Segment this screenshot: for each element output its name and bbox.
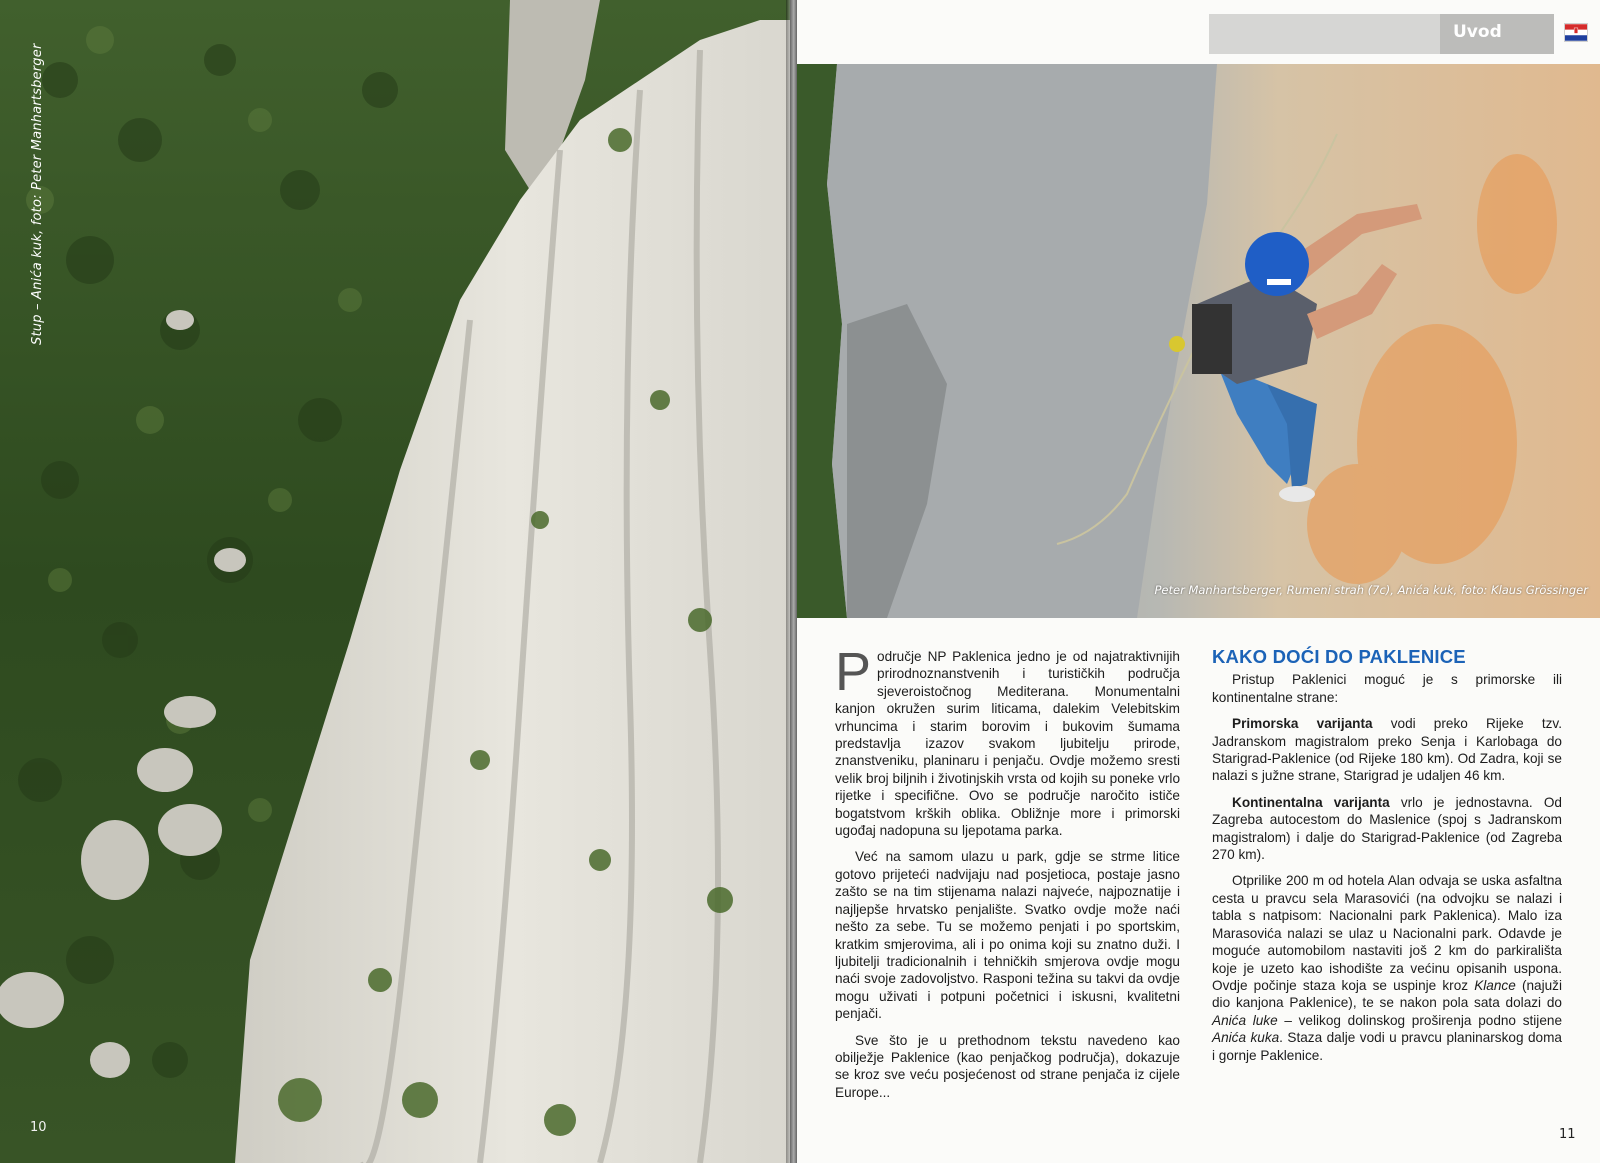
body-paragraph: Već na samom ulazu u park, gdje se strme litice gotovo prijeteći nadvijaju nad posjetioca, postaje jasno zašto se na tim stijenama nalazi najveće, najpoznatije i najljepše hrvatsko penjalište. Svatko ovdje može naći nešto za sebe. Tu se možemo penjati i po sportskim, kratkim smjerovima, ali i po onima koji su znatno duži. I ljubitelji tradicionalnih i tehničkih smjerova ovdje mogu naći svoje zadovoljstvo. Rasponi težina su takvi da ovdje mogu uživati i potpuni početnici i iskusni, kvalitetni penjači. — [835, 849, 1180, 1022]
left-page — [0, 0, 790, 1163]
text-column-1 — [835, 642, 1180, 1110]
croatian-flag-icon — [1564, 23, 1588, 42]
text-column-2 — [1212, 648, 1562, 1073]
body-paragraph: Pristup Paklenici moguć je s primorske ili kontinentalne strane: — [1212, 672, 1562, 705]
body-paragraph: Sve što je u prethodnom tekstu navedeno kao obilježje Paklenice (kao penjačkog područja), dokazuje se kroz sve veću posjećenost od strane penjača iz cijele Europe... — [835, 1032, 1180, 1100]
section-heading: KAKO DOĆI DO PAKLENICE — [1212, 646, 1466, 667]
right-page — [797, 0, 1600, 1163]
climber-photo — [797, 64, 1600, 618]
page-number-left: 10 — [30, 1120, 47, 1135]
right-photo-caption: Peter Manhartsberger, Rumeni strah (7c), Anića kuk, foto: Klaus Grössinger — [1154, 583, 1588, 597]
page-number-right: 11 — [1559, 1127, 1576, 1142]
body-paragraph: Kontinentalna varijanta vrlo je jednostavna. Od Zagreba autocestom do Maslenice (spoj s Jadranskom magistralom) i dalje do Starigrad-Paklenice (od Zagreba 270 km). — [1212, 794, 1562, 863]
cliff-photo — [0, 0, 790, 1163]
left-photo-caption: Stup – Anića kuk, foto: Peter Manhartsberger — [30, 43, 45, 345]
body-paragraph: Primorska varijanta vodi preko Rijeke tzv. Jadranskom magistralom preko Senja i Karlobaga do Starigrad-Paklenice (od Rijeke 180 km). Od Zadra, koji se nalazi s južne strane, Starigrad je udaljen 46 km. — [1212, 716, 1562, 784]
intro-paragraph: Područje NP Paklenica jedno je od najatraktivnijih prirodnoznanstvenih i turističkih područja sjeveroistočnog Mediterana. Monumentalni kanjon okružen surim liticama, dalekim Velebitskim vrhuncima i starim borovim i bukovim šumama predstavlja izazov svakom ljubitelju prirode, znanstveniku, planinaru i penjaču. Ovdje možemo sresti velik broj biljnih i životinjskih vrsta od kojih su poneke vrlo rijetke i specifične. Ovo se područje naročito ističe bogatstvom krških oblika. Obližnje more i primorski ugođaj nadopuna su ljepotama parka. — [835, 642, 1180, 839]
section-title: Uvod — [1453, 22, 1502, 42]
body-paragraph: Otprilike 200 m od hotela Alan odvaja se uska asfaltna cesta u pravcu sela Marasovići (na odvojku se nalazi i tabla s natpisom: Nacionalni park Paklenica). Malo iza Marasovića nalazi se ulaz u Nacionalni park. Odavde je moguće automobilom nastaviti još 2 km do parkirališta koje je uzeto kao ishodište za većinu opisanih uspona. Ovdje počinje staza koja se uspinje kroz Klance (najuži dio kanjona Paklenice), te se nakon pola sata dolazi do Anića luke – velikog dolinskog proširenja podno stijene Anića kuka. Staza dalje vodi u pravcu planinarskog doma i gornje Paklenice. — [1212, 873, 1562, 1063]
drop-cap: P — [835, 642, 872, 702]
